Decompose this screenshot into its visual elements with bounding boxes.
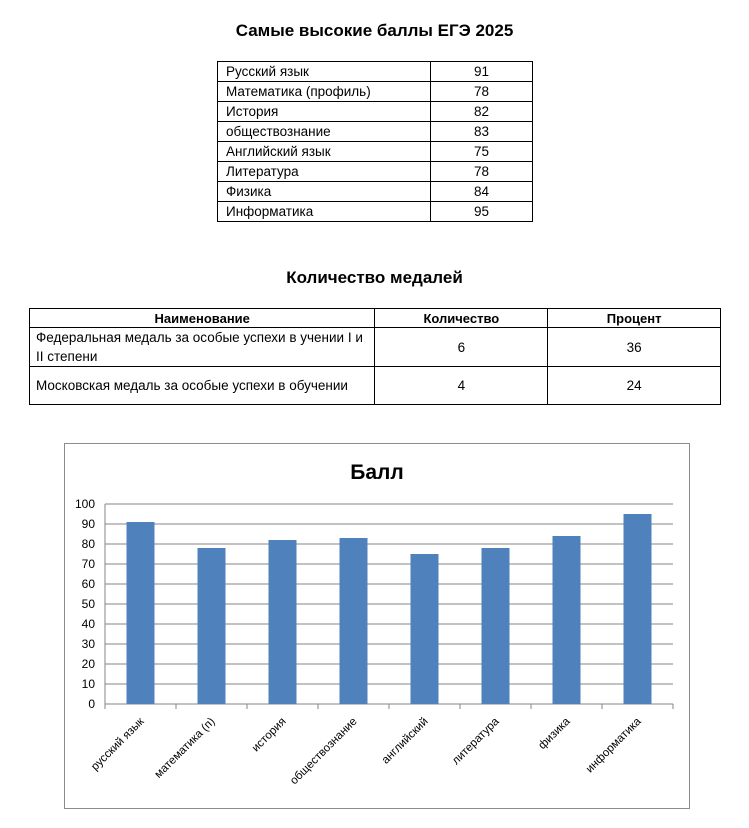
header-count: Количество bbox=[375, 309, 548, 328]
medals-header-row bbox=[30, 309, 721, 328]
header-name: Наименование bbox=[30, 309, 375, 328]
medal-percent-cell: 24 bbox=[548, 367, 721, 405]
subject-cell: Физика bbox=[218, 182, 431, 202]
y-tick-label: 80 bbox=[81, 537, 95, 551]
y-tick-label: 0 bbox=[88, 697, 95, 711]
table-row bbox=[218, 162, 533, 182]
y-tick-label: 70 bbox=[81, 557, 95, 571]
chart-title: Балл bbox=[350, 461, 404, 484]
score-cell: 83 bbox=[431, 122, 533, 142]
table-row bbox=[218, 102, 533, 122]
scores-title: Самые высокие баллы ЕГЭ 2025 bbox=[235, 21, 514, 40]
subject-cell: История bbox=[218, 102, 431, 122]
score-cell: 91 bbox=[431, 62, 533, 82]
table-row bbox=[218, 82, 533, 102]
table-row bbox=[218, 62, 533, 82]
y-tick-label: 100 bbox=[74, 497, 95, 511]
medal-name-cell: Московская медаль за особые успехи в обучении bbox=[30, 367, 375, 405]
header-percent: Процент bbox=[548, 309, 721, 328]
subject-cell: Математика (профиль) bbox=[218, 82, 431, 102]
table-row bbox=[30, 367, 721, 405]
score-cell: 95 bbox=[431, 202, 533, 222]
y-tick-label: 10 bbox=[81, 677, 95, 691]
table-row bbox=[218, 202, 533, 222]
subject-cell: обществознание bbox=[218, 122, 431, 142]
scores-table bbox=[217, 61, 533, 222]
x-tick-label: информатика bbox=[583, 715, 644, 776]
score-cell: 78 bbox=[431, 162, 533, 182]
score-cell: 75 bbox=[431, 142, 533, 162]
table-row bbox=[218, 142, 533, 162]
y-tick-label: 40 bbox=[81, 617, 95, 631]
score-chart bbox=[64, 443, 690, 809]
medal-count-cell: 4 bbox=[375, 367, 548, 405]
bar bbox=[127, 522, 155, 704]
x-tick-label: обществознание bbox=[288, 715, 360, 788]
score-cell: 82 bbox=[431, 102, 533, 122]
bar bbox=[198, 548, 226, 704]
score-chart-svg bbox=[65, 444, 689, 808]
medals-table bbox=[29, 308, 721, 405]
subject-cell: Информатика bbox=[218, 202, 431, 222]
y-tick-label: 50 bbox=[81, 597, 95, 611]
x-tick-label: физика bbox=[536, 715, 573, 752]
score-cell: 78 bbox=[431, 82, 533, 102]
y-tick-label: 30 bbox=[81, 637, 95, 651]
y-tick-label: 60 bbox=[81, 577, 95, 591]
medal-count-cell: 6 bbox=[375, 328, 548, 367]
x-tick-label: русский язык bbox=[89, 715, 147, 774]
x-tick-label: английский bbox=[379, 715, 431, 767]
medal-percent-cell: 36 bbox=[548, 328, 721, 367]
bar bbox=[624, 514, 652, 704]
table-row bbox=[30, 328, 721, 367]
x-tick-label: литература bbox=[449, 715, 502, 768]
bar bbox=[340, 538, 368, 704]
bar bbox=[269, 540, 297, 704]
subject-cell: Русский язык bbox=[218, 62, 431, 82]
bar bbox=[411, 554, 439, 704]
table-row bbox=[218, 122, 533, 142]
score-cell: 84 bbox=[431, 182, 533, 202]
medals-title: Количество медалей bbox=[286, 268, 463, 287]
table-row bbox=[218, 182, 533, 202]
medal-name-cell: Федеральная медаль за особые успехи в учении I и II степени bbox=[30, 328, 375, 367]
y-tick-label: 20 bbox=[81, 657, 95, 671]
subject-cell: Английский язык bbox=[218, 142, 431, 162]
subject-cell: Литература bbox=[218, 162, 431, 182]
x-tick-label: история bbox=[249, 715, 289, 755]
x-tick-label: математика (п) bbox=[152, 715, 218, 781]
bar bbox=[553, 536, 581, 704]
bar bbox=[482, 548, 510, 704]
y-tick-label: 90 bbox=[81, 517, 95, 531]
